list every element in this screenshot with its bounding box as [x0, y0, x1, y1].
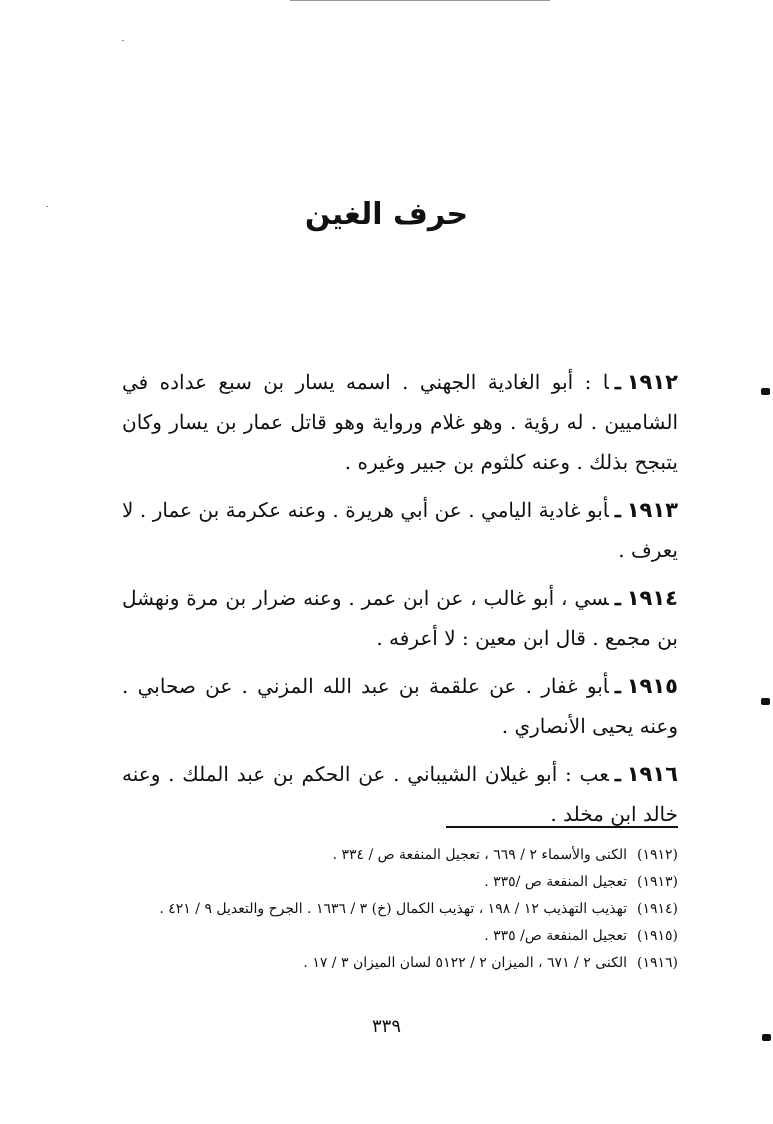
entry-text: أبو غفار . عن علقمة بن عبد الله المزني . عن صحابي . وعنه يحيى الأنصاري . — [122, 674, 678, 738]
footnote-separator — [446, 826, 678, 828]
scan-margin-mark — [761, 388, 770, 395]
entry-number: ١٩١٢ — [626, 370, 678, 394]
footnote-number: (١٩١٢) — [636, 847, 678, 863]
chapter-title: حرف الغين — [304, 197, 469, 232]
entry-1915 — [122, 666, 678, 746]
footnote-text: الكنى والأسماء ٢ / ٦٦٩ ، تعجيل المنفعة ص / ٣٣٤ . — [332, 847, 627, 863]
entry-number: ١٩١٤ — [626, 586, 678, 610]
footnote-number: (١٩١٥) — [636, 928, 678, 944]
footnote-1913 — [122, 869, 678, 896]
entry-dash: ـ — [614, 586, 621, 610]
scan-margin-mark — [761, 698, 770, 705]
entry-text: ا : أبو الغادية الجهني . اسمه يسار بن سبع عداده في الشاميين . له رؤية . وهو غلام ورواية وهو قاتل عمار بن يسار وكان يتبجح بذلك . وعنه كلثوم بن جبير وغيره . — [122, 370, 678, 474]
entry-dash: ـ — [614, 674, 621, 698]
footnote-1912 — [122, 842, 678, 869]
footnote-1914 — [122, 896, 678, 923]
entry-dash: ـ — [614, 370, 621, 394]
entry-text: سي ، أبو غالب ، عن ابن عمر . وعنه ضرار بن مرة ونهشل بن مجمع . قال ابن معين : لا أعرفه . — [122, 586, 678, 650]
entry-number: ١٩١٦ — [626, 762, 678, 786]
entry-1916 — [122, 754, 678, 834]
scan-speck — [46, 206, 48, 207]
footnote-text: تعجيل المنفعة ص /٣٣٥ . — [484, 874, 627, 890]
entry-text: عب : أبو غيلان الشيباني . عن الحكم بن عبد الملك . وعنه خالد ابن مخلد . — [122, 762, 678, 826]
entry-dash: ـ — [614, 762, 621, 786]
scan-margin-mark — [762, 1034, 771, 1041]
footnote-text: الكنى ٢ / ٦٧١ ، الميزان ٢ / ٥١٢٢ لسان الميزان ٣ / ١٧ . — [303, 955, 627, 971]
page-number: ٣٣٩ — [371, 1016, 401, 1037]
entry-1912 — [122, 362, 678, 482]
entry-1914 — [122, 578, 678, 658]
entry-dash: ـ — [614, 498, 621, 522]
entry-1913 — [122, 490, 678, 570]
footnote-1915 — [122, 923, 678, 950]
footnote-text: تعجيل المنفعة ص/ ٣٣٥ . — [484, 928, 627, 944]
footnote-number: (١٩١٦) — [636, 955, 678, 971]
footnote-number: (١٩١٤) — [636, 901, 678, 917]
top-edge-line — [290, 0, 550, 1]
footnote-text: تهذيب التهذيب ١٢ / ١٩٨ ، تهذيب الكمال (خ) ٣ / ١٦٣٦ . الجرح والتعديل ٩ / ٤٢١ . — [159, 901, 627, 917]
entries-section — [122, 362, 678, 842]
entry-number: ١٩١٣ — [626, 498, 678, 522]
footnote-number: (١٩١٣) — [636, 874, 678, 890]
entry-number: ١٩١٥ — [626, 674, 678, 698]
footnotes-section — [122, 842, 678, 977]
entry-text: أبو غادية اليامي . عن أبي هريرة . وعنه عكرمة بن عمار . لا يعرف . — [122, 498, 678, 562]
footnote-1916 — [122, 950, 678, 977]
scan-speck — [122, 40, 124, 41]
